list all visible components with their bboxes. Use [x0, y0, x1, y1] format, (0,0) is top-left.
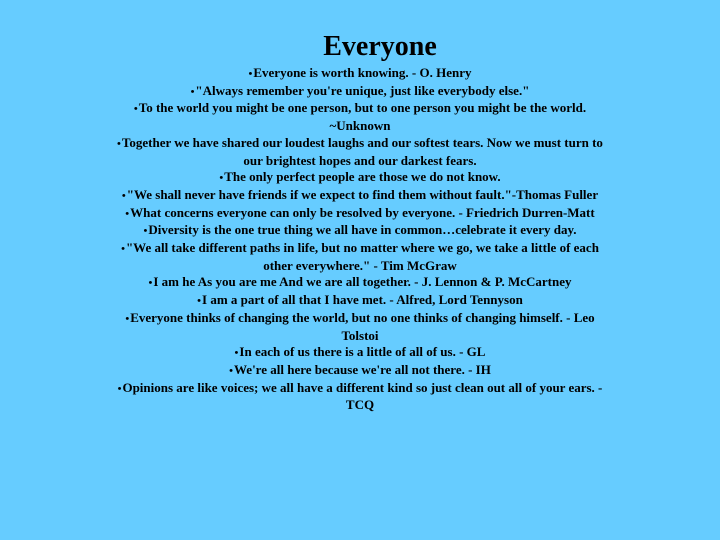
quote-text: Diversity is the one true thing we all have in common…celebrate it every day.	[148, 222, 577, 238]
quote-list	[8, 65, 712, 414]
quote-text: Opinions are like voices; we all have a different kind so just clean out all of your ears. - TCQ	[122, 379, 603, 413]
quote-text: What concerns everyone can only be resolved by everyone. - Friedrich Durren-Matt	[130, 204, 595, 220]
slide-title: Everyone	[323, 31, 437, 62]
bullet-icon: •	[125, 312, 130, 325]
quote-text: "We all take different paths in life, but no matter where we go, we take a little of each other everywhere." - Tim McGraw	[125, 240, 599, 273]
bullet-icon: •	[143, 225, 148, 238]
quote-item	[8, 187, 712, 205]
quote-item	[8, 380, 712, 414]
quote-text: Everyone thinks of changing the world, but no one thinks of changing himself. - Leo Tolstoi	[130, 309, 595, 343]
quote-item	[8, 274, 712, 292]
bullet-icon: •	[121, 189, 126, 202]
bullet-icon: •	[190, 85, 195, 98]
bullet-icon: •	[125, 207, 130, 220]
quote-item	[8, 100, 712, 134]
quote-item	[8, 310, 712, 344]
bullet-icon: •	[121, 243, 125, 256]
quote-text: To the world you might be one person, but to one person you might be the world. ~Unknown	[138, 100, 587, 134]
quote-text: In each of us there is a little of all of us. - GL	[239, 344, 486, 360]
quote-item	[8, 292, 712, 310]
bullet-icon: •	[219, 172, 224, 185]
quote-text: I am he As you are me And we are all together. - J. Lennon & P. McCartney	[153, 274, 572, 290]
quote-item	[8, 362, 712, 380]
bullet-icon: •	[229, 364, 234, 377]
quote-item	[8, 65, 712, 83]
bullet-icon: •	[117, 137, 121, 150]
quote-text: "Always remember you're unique, just like everybody else."	[195, 82, 530, 98]
quote-text: Together we have shared our loudest laughs and our softest tears. Now we must turn to our brightest hopes and our darkest fears.	[121, 134, 603, 168]
bullet-icon: •	[133, 103, 138, 116]
bullet-icon: •	[148, 277, 153, 290]
bullet-icon: •	[248, 68, 253, 80]
quote-item	[8, 135, 712, 169]
quote-text: The only perfect people are those we do not know.	[224, 169, 501, 185]
quote-text: I am a part of all that I have met. - Alfred, Lord Tennyson	[202, 292, 523, 308]
quote-text: We're all here because we're all not there. - IH	[234, 361, 491, 377]
quote-text: Everyone is worth knowing. - O. Henry	[253, 65, 472, 80]
quote-item	[8, 240, 712, 274]
quote-item	[8, 222, 712, 240]
quote-item	[8, 344, 712, 362]
quote-item	[8, 169, 712, 187]
quote-item	[8, 205, 712, 223]
quote-text: "We shall never have friends if we expect to find them without fault."-Thomas Fuller	[126, 186, 599, 202]
bullet-icon: •	[197, 295, 202, 308]
bullet-icon: •	[234, 347, 239, 360]
quote-item	[8, 83, 712, 101]
bullet-icon: •	[117, 382, 122, 395]
